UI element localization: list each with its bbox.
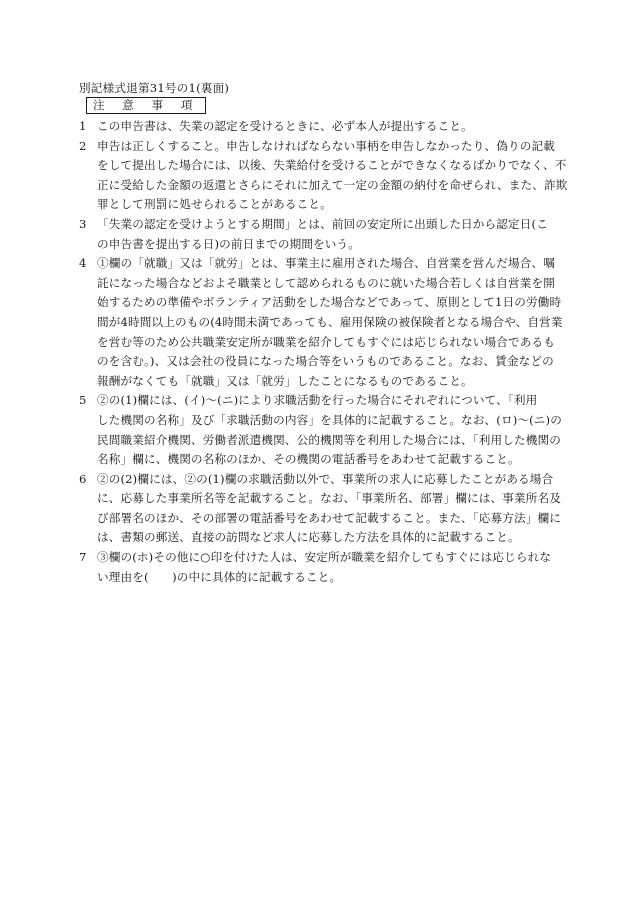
note-line: の申告書を提出する日)の前日までの期間をいう。 [97,236,361,251]
note-text [97,117,555,137]
note-line: 申告は正しくすること。申告しなければならない事柄を申告しなかったり、偽りの記載 [97,138,556,153]
note-text [97,137,567,215]
note-line: ②の(1)欄には、(イ)～(ニ)により求職活動を行った場合にそれぞれについて、「利用 [97,393,538,408]
note-line: をして提出した場合には、以後、失業給付を受けることができなくなるばかりでなく、不 [97,158,567,173]
note-line: に、応募した事業所名等を記載すること。なお、「事業所名、部署」欄には、事業所名及 [97,491,561,506]
note-number: 2 [79,138,87,153]
note-line: した機関の名称」及び「求職活動の内容」を具体的に記載すること。なお、(ロ)～(ニ)の [97,412,562,427]
note-number: 6 [79,471,87,486]
notes-title: 注 意 事 項 [86,97,206,114]
note-line: 間が4時間以上のもの(4時間未満であっても、雇用保険の被保険者となる場合や、自営業 [97,314,563,329]
form-number: 別記様式退第31号の1(裏面) [79,81,230,95]
note-text [97,470,561,548]
note-line: び部署名のほか、その部署の電話番号をあわせて記載すること。また、「応募方法」欄に [97,510,561,525]
note-item [79,470,561,548]
note-line: を営む等のため公共職業安定所が職業を紹介してもすぐには応じられない場合であるも [97,334,556,349]
notes-list [79,117,568,587]
note-line: のを含む。)、又は会社の役員になった場合等をいうものであること。なお、賃金などの [97,354,554,369]
note-line: ②の(2)欄には、②の(1)欄の求職活動以外で、事業所の求人に応募したことがある場合 [97,471,554,486]
note-item [79,548,555,587]
note-line: 「失業の認定を受けようとする期間」とは、前回の安定所に出頭した日から認定日(こ [97,216,548,231]
note-text [97,215,555,254]
note-line: ③欄の(ホ)その他に○印を付けた人は、安定所が職業を紹介してもすぐには応じられな [97,550,552,565]
note-text [97,391,562,469]
note-number: 1 [79,119,87,133]
note-line: い理由を( )の中に具体的に記載すること。 [97,569,342,584]
note-line: は、書類の郵送、直接の訪問など求人に応募した方法を具体的に記載すること。 [97,530,520,545]
note-text [97,548,555,587]
note-line: ①欄の「就職」又は「就労」とは、事業主に雇用された場合、自営業を営んだ場合、嘱 [97,256,556,271]
note-line: 報酬がなくても「就職」又は「就労」したことになるものであること。 [97,373,473,388]
note-item [79,117,555,137]
note-line: 託になった場合などおよそ職業として認められるものに就いた場合若しくは自営業を開 [97,275,556,290]
note-item [79,254,563,391]
note-number: 7 [79,550,87,565]
note-line: この申告書は、失業の認定を受けるときに、必ず本人が提出すること。 [97,119,473,133]
note-item [79,215,555,254]
note-number: 4 [79,256,87,271]
note-item [79,391,562,469]
note-number: 5 [79,393,87,408]
note-line: 始するための準備やボランティア活動をした場合などであって、原則として1日の労働時 [97,295,562,310]
note-line: 民間職業紹介機関、労働者派遣機関、公的機関等を利用した場合には、「利用した機関の [97,432,561,447]
note-text [97,254,563,391]
note-line: 罪として刑罰に処せられることがあること。 [97,197,332,212]
note-line: 正に受給した金額の返還とさらにそれに加えて一定の金額の納付を命ぜられ、また、詐欺 [97,177,568,192]
note-number: 3 [79,216,87,231]
note-line: 名称」欄に、機関の名称のほか、その機関の電話番号をあわせて記載すること。 [97,452,520,467]
note-item [79,137,568,215]
